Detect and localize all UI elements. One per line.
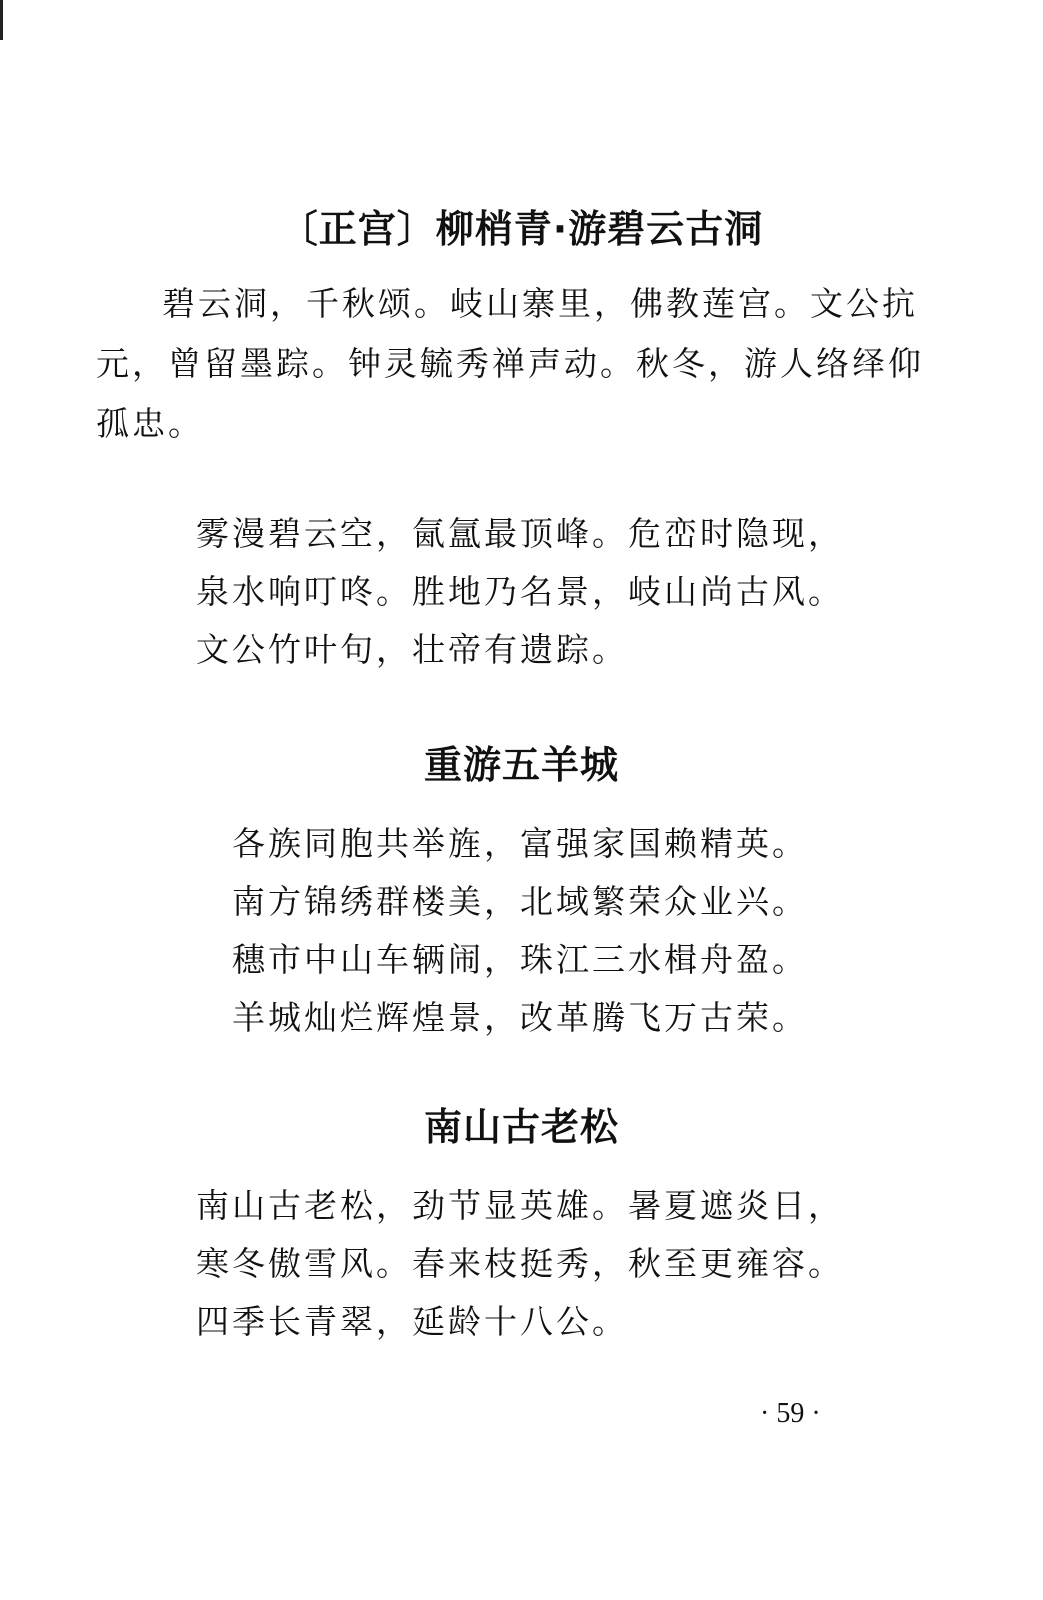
prose-line: 元，曾留墨踪。钟灵毓秀禅声动。秋冬，游人络绎仰 [96, 344, 924, 383]
page-edge-mark [0, 0, 3, 40]
prose-line: 碧云洞，千秋颂。岐山寨里，佛教莲宫。文公抗 [162, 284, 918, 323]
prose-line: 孤忠。 [96, 404, 204, 443]
verse-line: 各族同胞共举旌，富强家国赖精英。 [232, 824, 808, 863]
verse-line: 穗市中山车辆闹，珠江三水楫舟盈。 [232, 940, 808, 979]
page-number: · 59 · [760, 1398, 821, 1429]
title-liushaoqing: 〔正宫〕柳梢青·游碧云古洞 [279, 207, 764, 251]
verse-line: 南方锦绣群楼美，北域繁荣众业兴。 [232, 882, 808, 921]
verse-line: 羊城灿烂辉煌景，改革腾飞万古荣。 [232, 998, 808, 1037]
verse-line: 文公竹叶句，壮帝有遗踪。 [196, 630, 628, 669]
verse-line: 泉水响叮咚。胜地乃名景，岐山尚古风。 [196, 572, 844, 611]
verse-line: 寒冬傲雪风。春来枝挺秀，秋至更雍容。 [196, 1244, 844, 1283]
title-nanshan-gulaosong: 南山古老松 [423, 1105, 619, 1149]
verse-line: 南山古老松，劲节显英雄。暑夏遮炎日， [196, 1186, 844, 1225]
verse-line: 四季长青翠，延龄十八公。 [196, 1302, 628, 1341]
verse-line: 雾漫碧云空，氤氲最顶峰。危峦时隐现， [196, 514, 844, 553]
title-chongyou-wuyangcheng: 重游五羊城 [423, 743, 619, 787]
